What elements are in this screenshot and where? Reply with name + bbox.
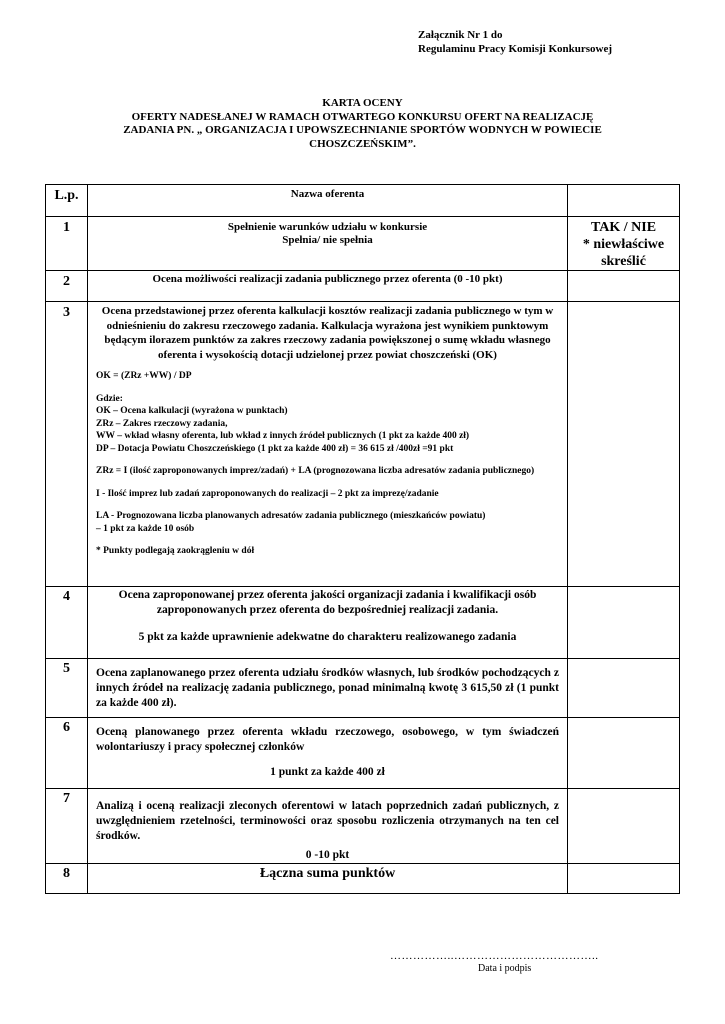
row-number: 3 xyxy=(46,302,88,587)
title-line-2: OFERTY NADESŁANEJ W RAMACH OTWARTEGO KONKURSU OFERT NA REALIZACJĘ xyxy=(131,110,594,123)
audience-definition: LA - Prognozowana liczba planowanych adresatów zadania publicznego (mieszkańców powiatu) xyxy=(96,511,486,521)
row-number: 5 xyxy=(46,659,88,718)
criteria-line: Spełnia/ nie spełnia xyxy=(282,234,373,246)
criteria-text: Analizą i oceną realizacji zleconych oferentowi w latach poprzednich zadań publicznych, z uwzględnieniem rzetelności, terminowości oraz sposobu rozliczenia otrzymanych na ten cel środków. xyxy=(96,800,559,842)
score-cell[interactable] xyxy=(568,789,680,864)
document-title xyxy=(60,97,665,151)
score-cell[interactable] xyxy=(568,271,680,302)
score-cell[interactable] xyxy=(568,587,680,659)
criteria-cell xyxy=(88,217,568,271)
events-definition: I - Ilość imprez lub zadań zaproponowanych do realizacji – 2 pkt za imprezę/zadanie xyxy=(96,488,439,499)
criteria-text: Ocena możliwości realizacji zadania publicznego przez oferenta (0 -10 pkt) xyxy=(88,271,568,302)
strike-note: skreślić xyxy=(601,254,646,269)
score-cell[interactable] xyxy=(568,302,680,587)
row-number: 8 xyxy=(46,864,88,894)
row-number: 1 xyxy=(46,217,88,271)
criteria-text: Oceną planowanego przez oferenta wkładu rzeczowego, osobowego, w tym świadczeń wolontariuszy i pracy społecznej członków xyxy=(96,726,559,753)
criteria-points: 0 -10 pkt xyxy=(305,849,350,861)
oferent-name-header: Nazwa oferenta xyxy=(88,185,568,217)
criteria-text: Ocena zaproponowanej przez oferenta jakości organizacji zadania i kwalifikacji osób zaproponowanych przez oferenta do bezpośredniej realizacji zadania. xyxy=(118,589,537,616)
definition-line: ZRz – Zakres rzeczowy zadania, xyxy=(96,418,228,429)
table-row xyxy=(46,271,680,302)
score-cell[interactable] xyxy=(568,659,680,718)
definition-line: DP – Dotacja Powiatu Choszczeńskiego (1 pkt za każde 400 zł) = 36 615 zł /400zł =91 pkt xyxy=(96,443,454,454)
score-cell[interactable] xyxy=(568,718,680,789)
criteria-text: Ocena zaplanowanego przez oferenta udziału środków własnych, lub środków pochodzących z innych źródeł na realizację zadania publicznego, ponad minimalną kwotę 3 615,50 zł (1 punkt za każde 400 zł). xyxy=(88,659,568,718)
criteria-cell xyxy=(88,718,568,789)
yes-no-label: TAK / NIE xyxy=(590,220,657,235)
criteria-cell xyxy=(88,587,568,659)
yes-no-cell[interactable] xyxy=(568,217,680,271)
where-label: Gdzie: xyxy=(96,393,123,404)
attachment-line-1: Załącznik Nr 1 do xyxy=(418,29,503,41)
table-row xyxy=(46,659,680,718)
table-row xyxy=(46,718,680,789)
calculation-cell xyxy=(88,302,568,587)
table-row xyxy=(46,789,680,864)
evaluation-table xyxy=(45,184,680,894)
table-row xyxy=(46,302,680,587)
title-line-1: KARTA OCENY xyxy=(322,97,403,109)
attachment-line-2: Regulaminu Pracy Komisji Konkursowej xyxy=(418,43,613,55)
attachment-note xyxy=(418,28,612,56)
definition-line: WW – wkład własny oferenta, lub wkład z innych źródeł publicznych (1 pkt za każde 400 zł) xyxy=(96,431,470,441)
criteria-points: 1 punkt za każde 400 zł xyxy=(270,766,385,778)
calculation-formula: OK = (ZRz +WW) / DP xyxy=(96,371,192,381)
lp-header: L.p. xyxy=(46,185,88,217)
total-label: Łączna suma punktów xyxy=(88,864,568,894)
criteria-cell xyxy=(88,789,568,864)
rounding-note: * Punkty podlegają zaokrągleniu w dół xyxy=(96,546,255,556)
table-row xyxy=(46,185,680,217)
strike-note: * niewłaściwe xyxy=(582,237,665,252)
calculation-intro: Ocena przedstawionej przez oferenta kalkulacji kosztów realizacji zadania publicznego w tym w odnieśnieniu do zakresu rzeczowego zadania. Kalkulacja wyrażona jest wynikiem punktowym będącym ilorazem punktów za zakres rzeczowy zadania powiększonej o sumę wkładu własnego oferenta i wysokością dotacji udzielonej przez powiat choszczeński (OK) xyxy=(101,305,554,361)
table-row xyxy=(46,587,680,659)
oferent-name-value[interactable] xyxy=(568,185,680,217)
total-score-cell[interactable] xyxy=(568,864,680,894)
table-row xyxy=(46,217,680,271)
title-line-4: CHOSZCZEŃSKIM”. xyxy=(309,137,416,150)
signature-label: Data i podpis xyxy=(478,963,532,974)
criteria-points: 5 pkt za każde uprawnienie adekwatne do charakteru realizowanego zadania xyxy=(138,631,517,643)
zrz-definition: ZRz = I (ilość zaproponowanych imprez/zadań) + LA (prognozowana liczba adresatów zadania publicznego) xyxy=(96,466,535,476)
row-number: 7 xyxy=(46,789,88,864)
title-line-3: ZADANIA PN. „ ORGANIZACJA I UPOWSZECHNIANIE SPORTÓW WODNYCH W POWIECIE xyxy=(123,124,602,136)
criteria-line: Spełnienie warunków udziału w konkursie xyxy=(227,221,428,233)
row-number: 2 xyxy=(46,271,88,302)
table-row xyxy=(46,864,680,894)
signature-dots: ……………..……………………………….. xyxy=(390,950,599,962)
row-number: 4 xyxy=(46,587,88,659)
definition-line: OK – Ocena kalkulacji (wyrażona w punktach) xyxy=(96,406,288,416)
audience-points: – 1 pkt za każde 10 osób xyxy=(96,523,195,534)
row-number: 6 xyxy=(46,718,88,789)
